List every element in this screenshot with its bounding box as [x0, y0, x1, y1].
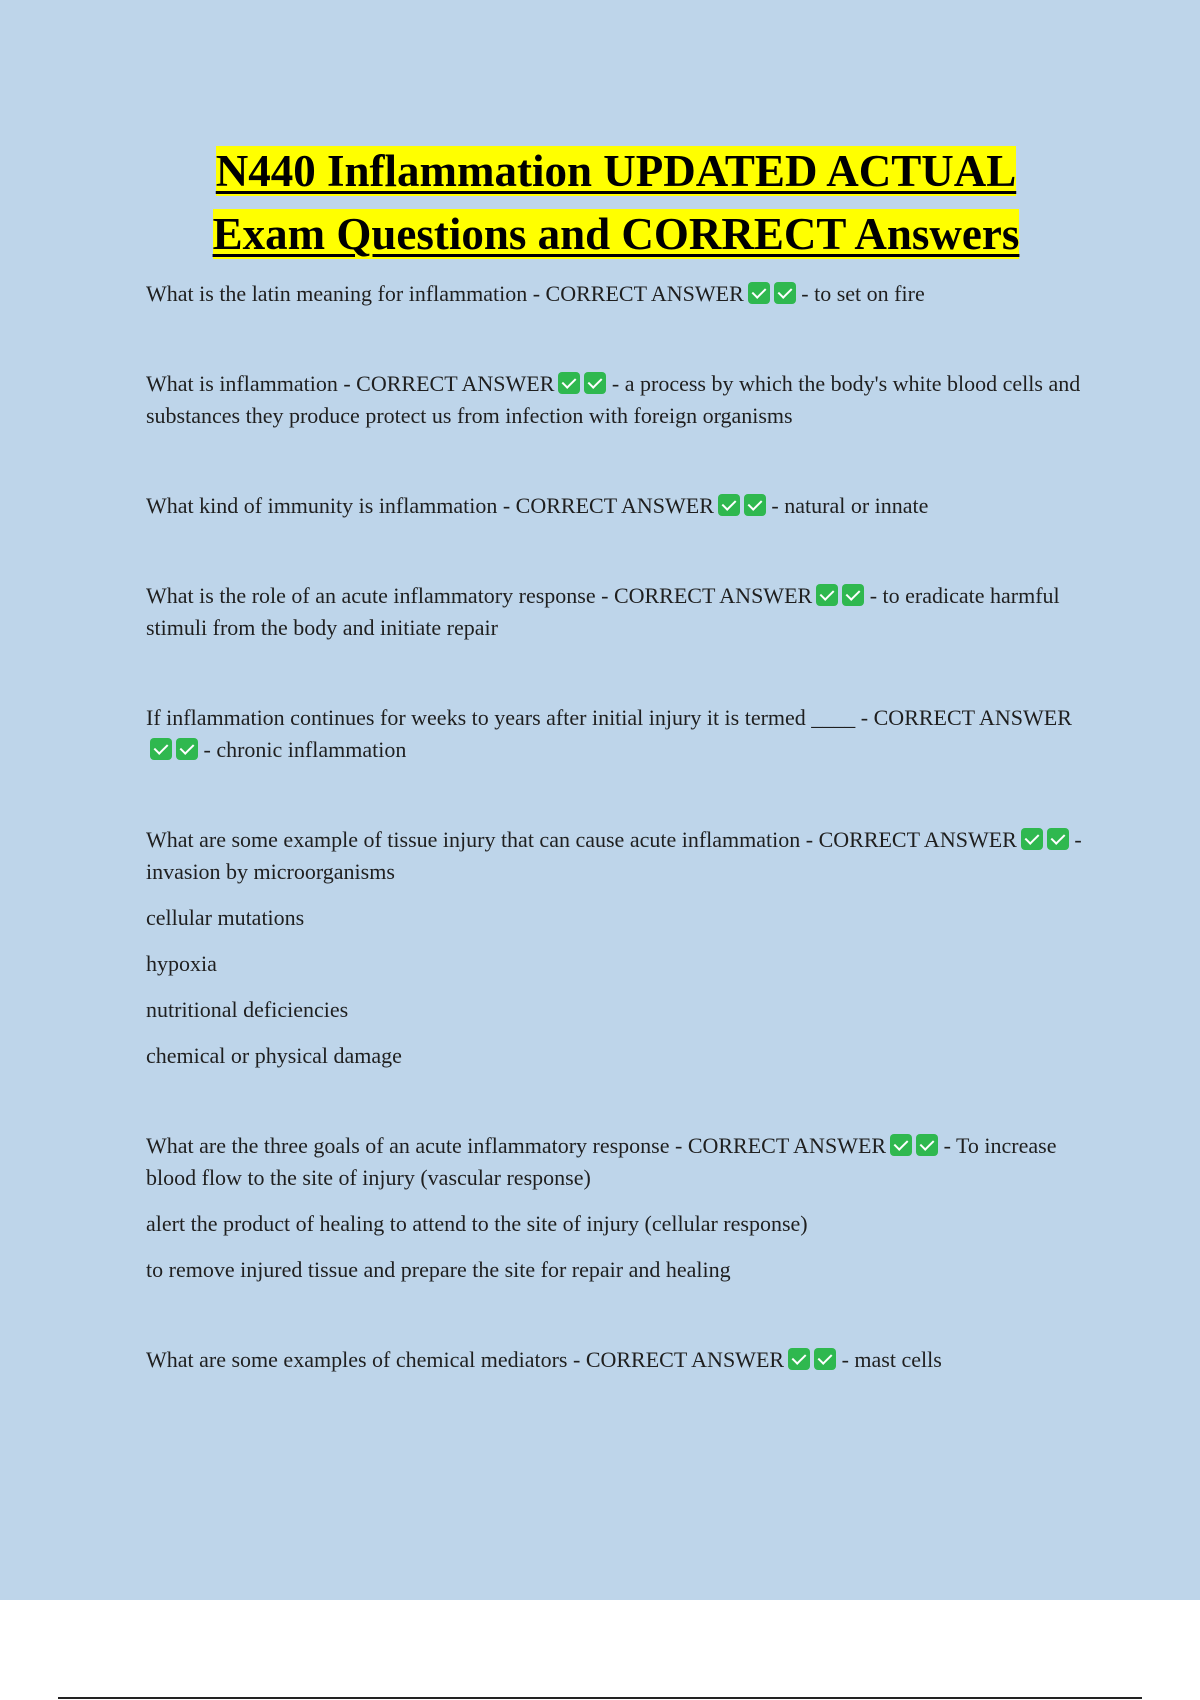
- qa-item: [146, 1130, 1086, 1286]
- qa-item: [146, 490, 1086, 522]
- footer-rule: [58, 1697, 1142, 1699]
- qa-item: [146, 824, 1086, 1072]
- qa-line: [146, 1344, 1086, 1376]
- check-mark-icon: [1021, 828, 1043, 850]
- qa-list: [146, 278, 1086, 1376]
- answer-text: - to eradicate harmful stimuli from the body and initiate repair: [146, 583, 1060, 640]
- question-text: What are some example of tissue injury that can cause acute inflammation - CORRECT ANSWER: [146, 827, 1017, 852]
- check-mark-icon: [890, 1134, 912, 1156]
- qa-line: [146, 702, 1086, 766]
- check-mark-icon: [718, 494, 740, 516]
- title-line-1: N440 Inflammation UPDATED ACTUAL: [215, 146, 1017, 196]
- answer-continuation: hypoxia: [146, 951, 217, 976]
- qa-line: [146, 580, 1086, 644]
- check-mark-icon: [558, 372, 580, 394]
- check-mark-icon: [1047, 828, 1069, 850]
- qa-item: [146, 580, 1086, 644]
- qa-item: [146, 702, 1086, 766]
- answer-continuation: nutritional deficiencies: [146, 997, 349, 1022]
- check-mark-icon: [584, 372, 606, 394]
- qa-item: [146, 1344, 1086, 1376]
- answer-continuation: chemical or physical damage: [146, 1043, 402, 1068]
- check-mark-icon: [788, 1348, 810, 1370]
- question-text: What is the latin meaning for inflammation - CORRECT ANSWER: [146, 281, 744, 306]
- answer-text: - mast cells: [841, 1347, 942, 1372]
- answer-text: - To increase blood flow to the site of injury (vascular response): [146, 1133, 1057, 1190]
- answer-continuation: alert the product of healing to attend to the site of injury (cellular response): [146, 1211, 808, 1236]
- question-text: What are the three goals of an acute inflammatory response - CORRECT ANSWER: [146, 1133, 887, 1158]
- check-mark-icon: [176, 738, 198, 760]
- check-mark-icon: [816, 584, 838, 606]
- answer-text: - chronic inflammation: [203, 737, 407, 762]
- qa-line: [146, 278, 1086, 310]
- question-text: What are some examples of chemical mediators - CORRECT ANSWER: [146, 1347, 785, 1372]
- check-mark-icon: [814, 1348, 836, 1370]
- answer-text: - natural or innate: [771, 493, 929, 518]
- answer-text: - invasion by microorganisms: [146, 827, 1082, 884]
- question-text: What is inflammation - CORRECT ANSWER: [146, 371, 555, 396]
- qa-line: [146, 824, 1086, 888]
- check-mark-icon: [842, 584, 864, 606]
- qa-line: [146, 490, 1086, 522]
- qa-line: [146, 1130, 1086, 1194]
- document-body: [146, 140, 1086, 1376]
- answer-text: - a process by which the body's white blood cells and substances they produce protect us from infection with foreign organisms: [146, 371, 1081, 428]
- check-mark-icon: [774, 282, 796, 304]
- check-mark-icon: [748, 282, 770, 304]
- title-line-2: Exam Questions and CORRECT Answers: [212, 209, 1020, 259]
- answer-continuation: to remove injured tissue and prepare the site for repair and healing: [146, 1257, 731, 1282]
- answer-continuation: cellular mutations: [146, 905, 305, 930]
- question-text: If inflammation continues for weeks to years after initial injury it is termed ____ - CORRECT ANSWER: [146, 705, 1072, 730]
- answer-text: - to set on fire: [801, 281, 925, 306]
- check-mark-icon: [916, 1134, 938, 1156]
- document-title: [146, 140, 1086, 266]
- check-mark-icon: [744, 494, 766, 516]
- question-text: What is the role of an acute inflammatory response - CORRECT ANSWER: [146, 583, 813, 608]
- qa-item: [146, 368, 1086, 432]
- qa-item: [146, 278, 1086, 310]
- qa-line: [146, 368, 1086, 432]
- question-text: What kind of immunity is inflammation - CORRECT ANSWER: [146, 493, 714, 518]
- check-mark-icon: [150, 738, 172, 760]
